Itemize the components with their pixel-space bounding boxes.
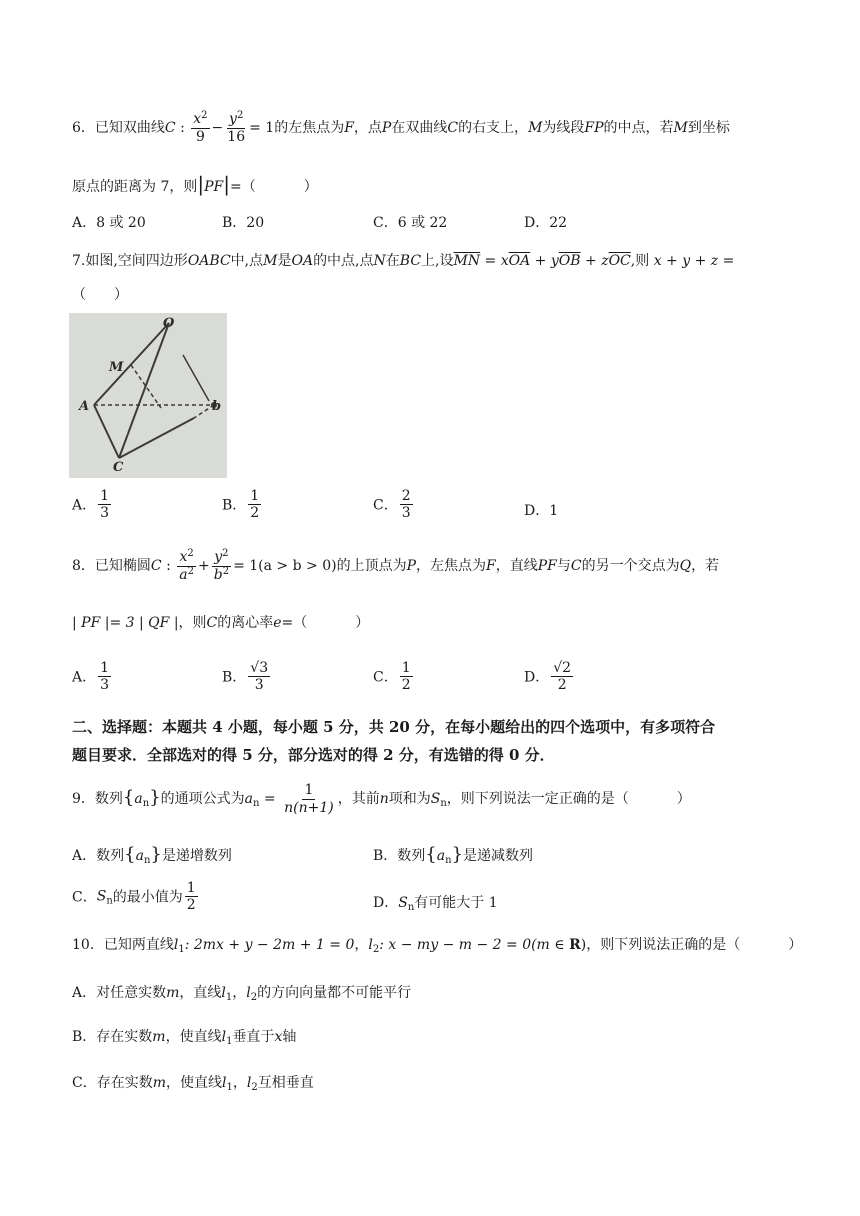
- q7-option-b[interactable]: B． $\frac{1}{2}$: [222, 488, 260, 522]
- question-8-line-2: | PF |= 3 | QF |，则C的离心率e=（ ）: [72, 615, 370, 631]
- question-6-line-2: 原点的距离为 7，则|PF|=（ ）: [72, 172, 318, 196]
- q6-option-a[interactable]: A．8 或 20: [72, 215, 146, 231]
- q6-option-b[interactable]: B．20: [222, 215, 265, 231]
- q6-option-d[interactable]: D．22: [524, 215, 568, 231]
- q9-option-b[interactable]: B．数列$\{a_n\}$是递减数列: [373, 844, 534, 866]
- q9-option-c[interactable]: C．$S_n$的最小值为 $\frac{1}{2}$: [72, 880, 196, 914]
- tetrahedron-figure: [69, 313, 227, 478]
- q10-option-c[interactable]: C．存在实数m，使直线$l_1$，$l_2$互相垂直: [72, 1075, 314, 1093]
- question-6-line-1: 6．已知双曲线C : $\frac{x^2}{9}$ − $\frac{y^2}{16}$ = 1的左焦点为F，点P在双曲线C的右支上，M为线段FP的中点，若M到坐标: [72, 110, 730, 145]
- q6-option-c[interactable]: C．6 或 22: [373, 215, 448, 231]
- q10-option-a[interactable]: A．对任意实数m，直线$l_1$，$l_2$的方向向量都不可能平行: [72, 985, 412, 1003]
- label-o: O: [163, 316, 175, 331]
- q7-option-a[interactable]: A． $\frac{1}{3}$: [72, 488, 110, 522]
- question-7-line-1: 7.如图,空间四边形OABC中,点M是OA的中点,点N在BC上,设$\overline{MN} = x\overline{OA} + y\overline{OB} + z\overline{OC}$,则 x + y + z =: [72, 253, 735, 269]
- q9-option-a[interactable]: A．数列$\{a_n\}$是递增数列: [72, 844, 232, 866]
- section-2-heading-line-1: 二、选择题：本题共 4 小题，每小题 5 分，共 20 分，在每小题给出的四个选项中，有多项符合: [72, 718, 716, 736]
- label-b: b: [212, 399, 222, 414]
- label-m: M: [109, 360, 124, 375]
- tetrahedron-diagram: [69, 313, 227, 478]
- q8-option-a[interactable]: A． $\frac{1}{3}$: [72, 660, 110, 694]
- label-a: A: [79, 399, 90, 414]
- q9-option-d[interactable]: D．$S_n$有可能大于 1: [373, 895, 498, 913]
- q7-option-d[interactable]: D．1: [524, 503, 559, 519]
- question-8-line-1: 8．已知椭圆C : $\frac{x^2}{a^2}$ + $\frac{y^2}{b^2}$ = 1(a > b > 0)的上顶点为P，左焦点为F，直线PF与C的另一个交点为Q，若: [72, 548, 720, 583]
- q8-option-b[interactable]: B． $\frac{√3}{3}$: [222, 660, 269, 694]
- section-2-heading-line-2: 题目要求．全部选对的得 5 分，部分选对的得 2 分，有选错的得 0 分．: [72, 746, 555, 764]
- question-7-line-2: （ ）: [72, 287, 128, 303]
- q8-option-c[interactable]: C． $\frac{1}{2}$: [373, 660, 411, 694]
- q7-option-c[interactable]: C． $\frac{2}{3}$: [373, 488, 411, 522]
- label-c: C: [113, 460, 124, 475]
- q8-option-d[interactable]: D． $\frac{√2}{2}$: [524, 660, 572, 694]
- y-squared-over-16: $\frac{y^2}{16}$: [227, 110, 246, 145]
- question-10-line-1: 10．已知两直线$l_1$: 2mx + y − 2m + 1 = 0，$l_2$: x − my − m − 2 = 0(m ∈ R)，则下列说法正确的是（ ）: [72, 937, 803, 955]
- q10-option-b[interactable]: B．存在实数m，使直线$l_1$垂直于x轴: [72, 1029, 297, 1047]
- question-9-line-1: 9．数列$\{a_n\}$的通项公式为$a_n$ = $\frac{1}{n(n+1)}$ ，其前n项和为$S_n$，则下列说法一定正确的是（ ）: [72, 782, 691, 816]
- x-squared-over-9: $\frac{x^2}{9}$: [193, 110, 208, 145]
